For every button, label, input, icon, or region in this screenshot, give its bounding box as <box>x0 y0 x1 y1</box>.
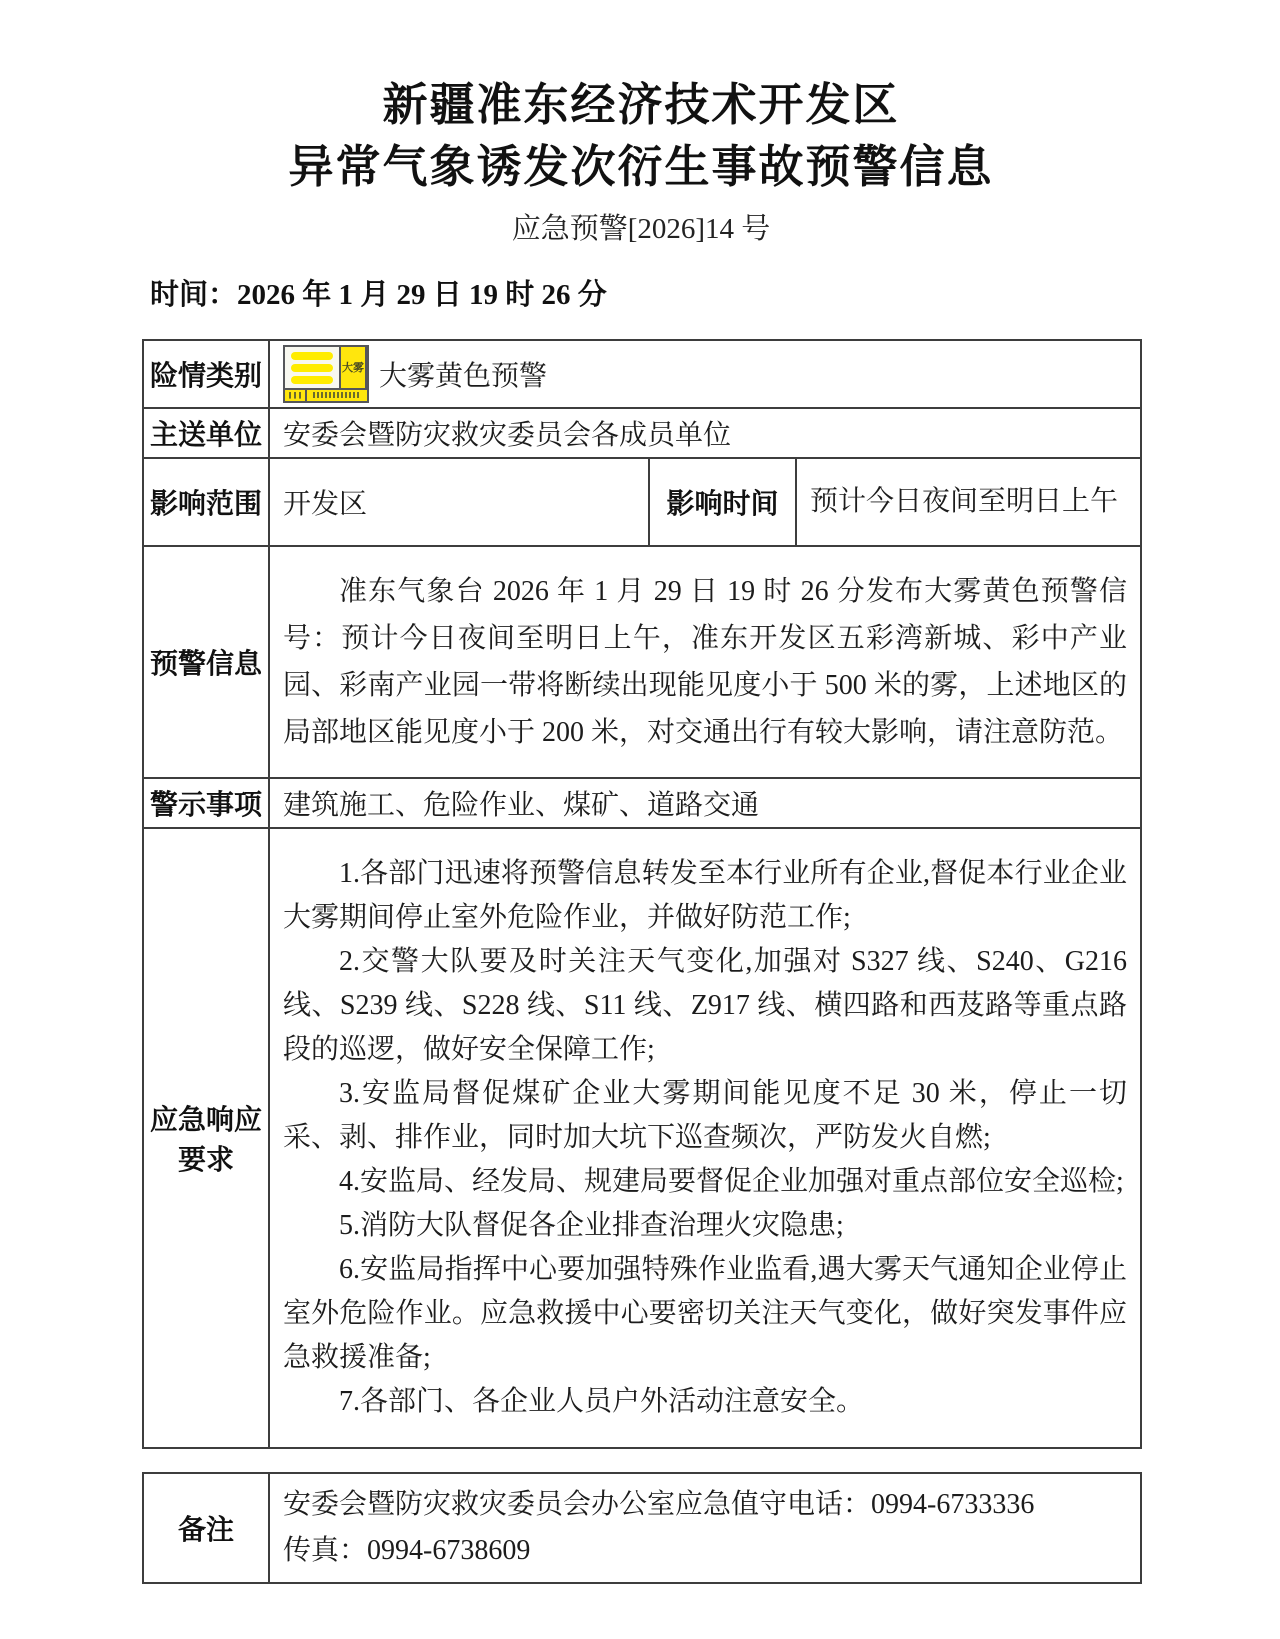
alert-items-label: 警示事项 <box>143 778 269 828</box>
risk-type-cell <box>270 341 1140 407</box>
table-row <box>143 340 1141 408</box>
warning-info-label: 预警信息 <box>143 546 269 778</box>
response-item: 1.各部门迅速将预警信息转发至本行业所有企业,督促本行业企业大雾期间停止室外危险作业，并做好防范工作; <box>283 858 1128 933</box>
fog-icon-footer <box>285 390 367 401</box>
response-item: 5.消防大队督促各企业排查治理火灾隐患; <box>339 1210 844 1241</box>
table-row <box>143 1473 1141 1583</box>
remark-label: 备注 <box>143 1473 269 1583</box>
fog-yellow-warning-icon <box>283 345 369 403</box>
response-item: 2.交警大队要及时关注天气变化,加强对 S327 线、S240、G216 线、S239 线、S228 线、S11 线、Z917 线、横四路和西芨路等重点路段的巡逻，做好安全保障工作; <box>283 946 1128 1065</box>
impact-time-label: 影响时间 <box>649 458 796 546</box>
response-requirements <box>269 828 1141 1448</box>
remark-fax-line: 传真：0994-6738609 <box>283 1535 531 1566</box>
remark-table <box>142 1472 1142 1584</box>
remark-phone-line: 安委会暨防灾救灾委员会办公室应急值守电话：0994-6733336 <box>283 1489 1035 1520</box>
doc-title-line2: 异常气象诱发次衍生事故预警信息 <box>288 142 994 192</box>
recipient-label: 主送单位 <box>143 408 269 458</box>
fog-icon-footer-badge <box>285 390 305 401</box>
warning-info-text: 准东气象台 2026 年 1 月 29 日 19 时 26 分发布大雾黄色预警信号：预计今日夜间至明日上午，准东开发区五彩湾新城、彩中产业园、彩南产业园一带将断续出现能见度小于 500 米的雾，上述地区的局部地区能见度小于 200 米，对交通出行有较大影响，请注意防范。 <box>283 576 1128 748</box>
issue-time: 时间：2026 年 1 月 29 日 19 时 26 分 <box>150 279 607 311</box>
table-row <box>143 546 1141 778</box>
response-item: 6.安监局指挥中心要加强特殊作业监看,遇大雾天气通知企业停止室外危险作业。应急救援中心要密切关注天气变化，做好突发事件应急救援准备; <box>283 1254 1128 1373</box>
response-label: 应急响应 要求 <box>143 828 269 1448</box>
response-item: 3.安监局督促煤矿企业大雾期间能见度不足 30 米，停止一切采、剥、排作业，同时加大坑下巡查频次，严防发火自燃; <box>283 1078 1128 1153</box>
table-row <box>143 828 1141 1448</box>
doc-number: 应急预警[2026]14 号 <box>511 213 771 245</box>
alert-items-value: 建筑施工、危险作业、煤矿、道路交通 <box>269 778 1141 828</box>
fog-icon-footer-caption <box>307 390 367 401</box>
recipient-value: 安委会暨防灾救灾委员会各成员单位 <box>269 408 1141 458</box>
doc-title-line1: 新疆准东经济技术开发区 <box>382 80 900 130</box>
scope-value: 开发区 <box>269 458 649 546</box>
fog-lines-glyph <box>285 347 339 388</box>
risk-type-value: 大雾黄色预警 <box>379 361 548 392</box>
table-row <box>143 408 1141 458</box>
scope-label: 影响范围 <box>143 458 269 546</box>
response-item: 7.各部门、各企业人员户外活动注意安全。 <box>339 1386 865 1417</box>
warning-table <box>142 339 1142 1449</box>
fog-icon-text: 大雾 <box>341 347 365 388</box>
risk-type-label: 险情类别 <box>143 340 269 408</box>
table-row <box>143 778 1141 828</box>
response-item: 4.安监局、经发局、规建局要督促企业加强对重点部位安全巡检; <box>339 1166 1124 1197</box>
impact-time-value: 预计今日夜间至明日上午 <box>796 458 1141 546</box>
table-row <box>143 458 1141 546</box>
remark-content <box>269 1473 1141 1583</box>
